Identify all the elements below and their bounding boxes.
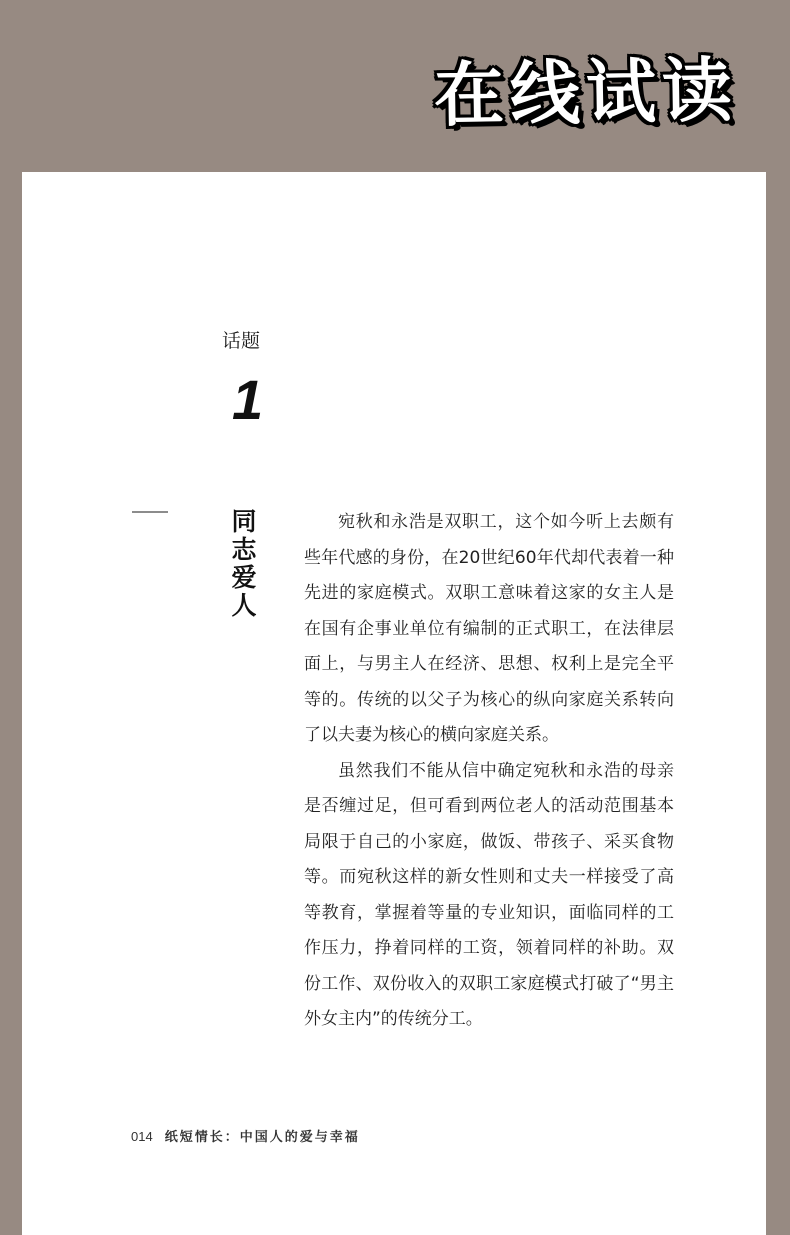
section-title: 同志爱人 (231, 507, 257, 620)
paragraph: 虽然我们不能从信中确定宛秋和永浩的母亲是否缠过足，但可看到两位老人的活动范围基本局限于自己的小家庭，做饭、带孩子、采买食物等。而宛秋这样的新女性则和丈夫一样接受了高等教育，掌握着等量的专业知识，面临同样的工作压力，挣着同样的工资，领着同样的补助。双份工作、双份收入的双职工家庭模式打破了“男主外女主内”的传统分工。 (304, 760, 674, 1029)
section-dash (132, 511, 168, 513)
topic-number: 1 (232, 368, 264, 431)
body-text (304, 505, 674, 1038)
paragraph: 宛秋和永浩是双职工，这个如今听上去颇有些年代感的身份，在20世纪60年代却代表着一种先进的家庭模式。双职工意味着这家的女主人是在国有企事业单位有编制的正式职工，在法律层面上，与男主人在经济、思想、权利上是完全平等的。传统的以父子为核心的纵向家庭关系转向了以夫妻为核心的横向家庭关系。 (304, 512, 674, 745)
page-number: 014 (131, 1129, 153, 1144)
banner-title: 在线试读 (433, 49, 739, 137)
page-footer (131, 1126, 360, 1145)
book-page (22, 172, 766, 1235)
topic-label: 话题 (222, 330, 261, 352)
running-head: 纸短情长：中国人的爱与幸福 (164, 1130, 360, 1145)
